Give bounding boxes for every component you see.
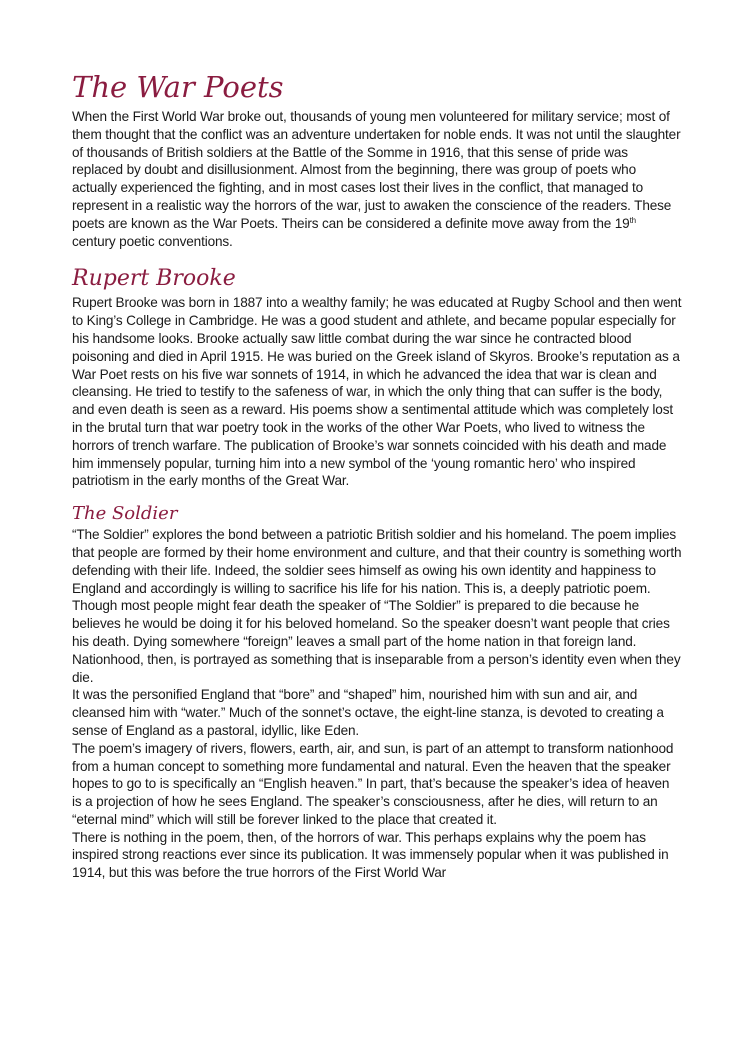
intro-text: When the First World War broke out, thousands of young men volunteered for military service; most of them thought that the conflict was an adventure undertaken for noble ends. It was not until the slaughter of thousands of British soldiers at the Battle of the Somme in 1916, that this sense of pride was replaced by doubt and disillusionment. Almost from the beginning, there was group of poets who actually experienced the fighting, and in most cases lost their lives in the conflict, that managed to represent in a realistic way the horrors of the war, just to awaken the conscience of the readers. These poets are known as the War Poets. Theirs can be considered a definite move away from the 19: [72, 109, 681, 231]
intro-text-end: century poetic conventions.: [72, 233, 233, 249]
soldier-paragraph: “The Soldier” explores the bond between a patriotic British soldier and his homeland. The poem implies that people are formed by their home environment and culture, and that their country is something worth defending with their life. Indeed, the soldier sees himself as owing his own identity and happiness to England and accordingly is willing to sacrifice his life for his nation. This is, a deeply patriotic poem.: [72, 527, 682, 596]
page-content: [72, 68, 682, 882]
subsection-heading-the-soldier: The Soldier: [72, 503, 178, 525]
soldier-paragraph: There is nothing in the poem, then, of the horrors of war. This perhaps explains why the poem has inspired strong reactions ever since its publication. It was immensely popular when it was published in 1914, but this was before the true horrors of the First World War: [72, 829, 669, 881]
ordinal-superscript: th: [629, 215, 636, 225]
soldier-paragraph: Though most people might fear death the speaker of “The Soldier” is prepared to die because he believes he would be doing it for his beloved homeland. So the speaker doesn’t want people that cries his death. Dying somewhere “foreign” leaves a small part of the home nation in that foreign land. Nationhood, then, is portrayed as something that is inseparable from a person’s identity even when they die.: [72, 598, 681, 685]
soldier-paragraph: It was the personified England that “bore” and “shaped” him, nourished him with sun and air, and cleansed him with “water.” Much of the sonnet’s octave, the eight-line stanza, is devoted to creating a sense of England as a pastoral, idyllic, like Eden.: [72, 687, 664, 738]
soldier-paragraph: The poem’s imagery of rivers, flowers, earth, air, and sun, is part of an attempt to transform nationhood from a human concept to something more fundamental and natural. Even the heaven that the speaker hopes to go to is specifically an “English heaven.” In part, that’s because the speaker’s idea of heaven is a projection of how he sees England. The speaker’s consciousness, after he dies, will return to an “eternal mind” which will still be forever linked to the place that created it.: [72, 740, 674, 827]
intro-paragraph: [72, 108, 682, 250]
brooke-paragraph: Rupert Brooke was born in 1887 into a wealthy family; he was educated at Rugby School and then went to King’s College in Cambridge. He was a good student and athlete, and became popular especially for his handsome looks. Brooke actually saw little combat during the war since he contracted blood poisoning and died in April 1915. He was buried on the Greek island of Skyros. Brooke’s reputation as a War Poet rests on his five war sonnets of 1914, in which he advanced the idea that war is clean and cleansing. He tried to testify to the safeness of war, in which the only thing that can suffer is the body, and even death is seen as a reward. His poems show a sentimental attitude which was completely lost in the brutal turn that war poetry took in the works of the other War Poets, who lived to witness the horrors of trench warfare. The publication of Brooke’s war sonnets coincided with his death and made him immensely popular, turning him into a new symbol of the ‘young romantic hero’ who inspired patriotism in the early months of the Great War.: [72, 295, 682, 489]
page-title: The War Poets: [72, 70, 284, 104]
section-heading-rupert-brooke: Rupert Brooke: [72, 266, 236, 292]
